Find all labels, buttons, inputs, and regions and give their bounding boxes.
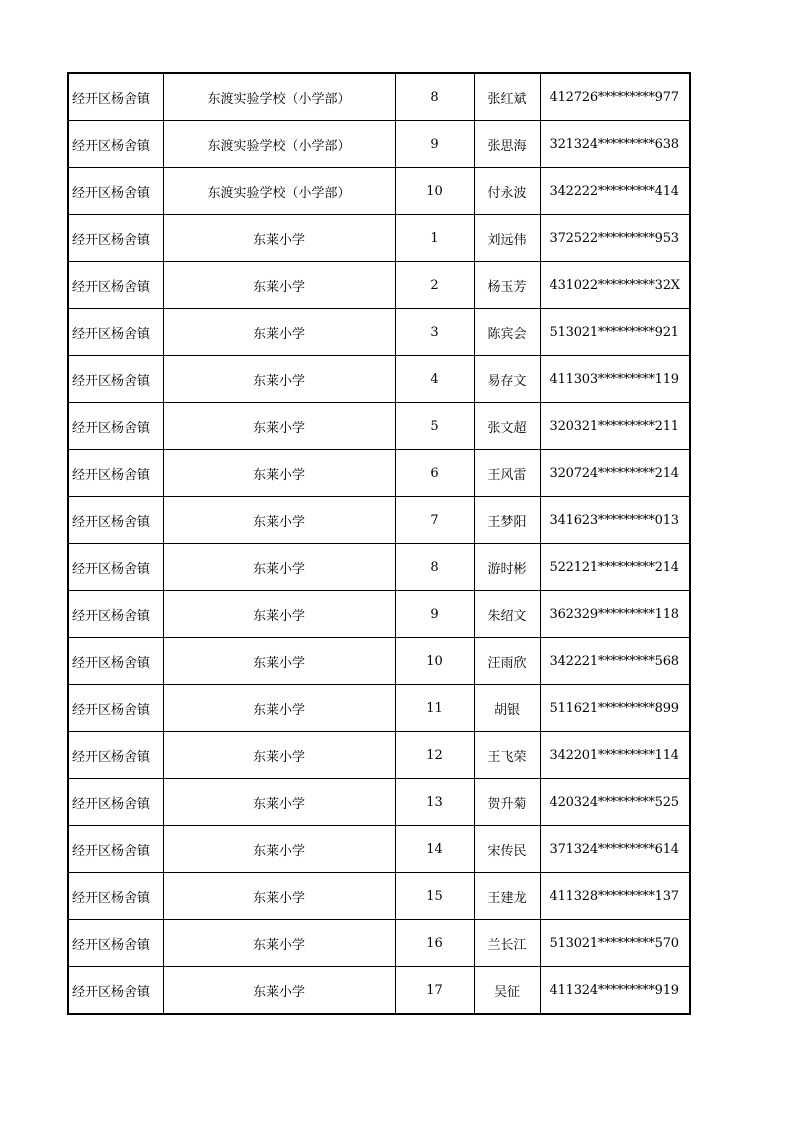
person-name-cell: 付永波: [474, 168, 540, 215]
person-name-cell: 杨玉芳: [474, 262, 540, 309]
table-row: [68, 685, 690, 732]
serial-number-cell: 8: [395, 73, 474, 121]
town-cell: 经开区杨舍镇: [68, 403, 163, 450]
person-name-cell: 刘远伟: [474, 215, 540, 262]
roster-table: [67, 72, 691, 1015]
town-cell: 经开区杨舍镇: [68, 591, 163, 638]
table-row: [68, 309, 690, 356]
school-cell: 东渡实验学校（小学部）: [163, 73, 395, 121]
table-row: [68, 497, 690, 544]
serial-number-cell: 9: [395, 121, 474, 168]
town-cell: 经开区杨舍镇: [68, 356, 163, 403]
table-row: [68, 638, 690, 685]
table-row: [68, 732, 690, 779]
id-number-cell: 513021*********570: [540, 920, 690, 967]
table-row: [68, 168, 690, 215]
serial-number-cell: 5: [395, 403, 474, 450]
school-cell: 东莱小学: [163, 967, 395, 1015]
person-name-cell: 朱绍文: [474, 591, 540, 638]
id-number-cell: 411328*********137: [540, 873, 690, 920]
school-cell: 东莱小学: [163, 544, 395, 591]
school-cell: 东渡实验学校（小学部）: [163, 168, 395, 215]
table-row: [68, 73, 690, 121]
roster-table-body: [68, 73, 690, 1014]
person-name-cell: 宋传民: [474, 826, 540, 873]
id-number-cell: 342222*********414: [540, 168, 690, 215]
serial-number-cell: 11: [395, 685, 474, 732]
serial-number-cell: 15: [395, 873, 474, 920]
person-name-cell: 兰长江: [474, 920, 540, 967]
table-row: [68, 403, 690, 450]
id-number-cell: 342221*********568: [540, 638, 690, 685]
town-cell: 经开区杨舍镇: [68, 168, 163, 215]
town-cell: 经开区杨舍镇: [68, 309, 163, 356]
person-name-cell: 张文超: [474, 403, 540, 450]
town-cell: 经开区杨舍镇: [68, 262, 163, 309]
school-cell: 东莱小学: [163, 497, 395, 544]
school-cell: 东莱小学: [163, 215, 395, 262]
table-row: [68, 356, 690, 403]
table-row: [68, 967, 690, 1015]
school-cell: 东莱小学: [163, 403, 395, 450]
id-number-cell: 513021*********921: [540, 309, 690, 356]
town-cell: 经开区杨舍镇: [68, 779, 163, 826]
serial-number-cell: 17: [395, 967, 474, 1015]
person-name-cell: 陈宾会: [474, 309, 540, 356]
id-number-cell: 511621*********899: [540, 685, 690, 732]
town-cell: 经开区杨舍镇: [68, 826, 163, 873]
town-cell: 经开区杨舍镇: [68, 685, 163, 732]
id-number-cell: 320724*********214: [540, 450, 690, 497]
id-number-cell: 321324*********638: [540, 121, 690, 168]
serial-number-cell: 9: [395, 591, 474, 638]
school-cell: 东莱小学: [163, 685, 395, 732]
serial-number-cell: 2: [395, 262, 474, 309]
id-number-cell: 411324*********919: [540, 967, 690, 1015]
id-number-cell: 372522*********953: [540, 215, 690, 262]
town-cell: 经开区杨舍镇: [68, 215, 163, 262]
school-cell: 东莱小学: [163, 356, 395, 403]
school-cell: 东莱小学: [163, 732, 395, 779]
id-number-cell: 342201*********114: [540, 732, 690, 779]
serial-number-cell: 10: [395, 168, 474, 215]
person-name-cell: 王飞荣: [474, 732, 540, 779]
id-number-cell: 411303*********119: [540, 356, 690, 403]
town-cell: 经开区杨舍镇: [68, 732, 163, 779]
serial-number-cell: 10: [395, 638, 474, 685]
person-name-cell: 张思海: [474, 121, 540, 168]
serial-number-cell: 7: [395, 497, 474, 544]
table-row: [68, 591, 690, 638]
table-row: [68, 215, 690, 262]
table-row: [68, 262, 690, 309]
school-cell: 东莱小学: [163, 873, 395, 920]
table-row: [68, 779, 690, 826]
town-cell: 经开区杨舍镇: [68, 967, 163, 1015]
person-name-cell: 吴征: [474, 967, 540, 1015]
id-number-cell: 362329*********118: [540, 591, 690, 638]
person-name-cell: 易存文: [474, 356, 540, 403]
town-cell: 经开区杨舍镇: [68, 920, 163, 967]
id-number-cell: 522121*********214: [540, 544, 690, 591]
school-cell: 东莱小学: [163, 638, 395, 685]
serial-number-cell: 8: [395, 544, 474, 591]
serial-number-cell: 6: [395, 450, 474, 497]
person-name-cell: 王建龙: [474, 873, 540, 920]
person-name-cell: 王梦阳: [474, 497, 540, 544]
school-cell: 东渡实验学校（小学部）: [163, 121, 395, 168]
town-cell: 经开区杨舍镇: [68, 73, 163, 121]
serial-number-cell: 12: [395, 732, 474, 779]
id-number-cell: 431022*********32X: [540, 262, 690, 309]
town-cell: 经开区杨舍镇: [68, 638, 163, 685]
id-number-cell: 341623*********013: [540, 497, 690, 544]
town-cell: 经开区杨舍镇: [68, 873, 163, 920]
school-cell: 东莱小学: [163, 826, 395, 873]
id-number-cell: 320321*********211: [540, 403, 690, 450]
school-cell: 东莱小学: [163, 309, 395, 356]
id-number-cell: 371324*********614: [540, 826, 690, 873]
person-name-cell: 王风雷: [474, 450, 540, 497]
serial-number-cell: 3: [395, 309, 474, 356]
person-name-cell: 贺升菊: [474, 779, 540, 826]
id-number-cell: 420324*********525: [540, 779, 690, 826]
school-cell: 东莱小学: [163, 920, 395, 967]
town-cell: 经开区杨舍镇: [68, 121, 163, 168]
table-row: [68, 450, 690, 497]
table-row: [68, 544, 690, 591]
serial-number-cell: 16: [395, 920, 474, 967]
person-name-cell: 张红斌: [474, 73, 540, 121]
school-cell: 东莱小学: [163, 591, 395, 638]
person-name-cell: 游时彬: [474, 544, 540, 591]
school-cell: 东莱小学: [163, 779, 395, 826]
town-cell: 经开区杨舍镇: [68, 497, 163, 544]
school-cell: 东莱小学: [163, 450, 395, 497]
id-number-cell: 412726*********977: [540, 73, 690, 121]
table-row: [68, 873, 690, 920]
serial-number-cell: 14: [395, 826, 474, 873]
serial-number-cell: 4: [395, 356, 474, 403]
town-cell: 经开区杨舍镇: [68, 544, 163, 591]
table-row: [68, 826, 690, 873]
person-name-cell: 汪雨欣: [474, 638, 540, 685]
serial-number-cell: 1: [395, 215, 474, 262]
table-row: [68, 121, 690, 168]
town-cell: 经开区杨舍镇: [68, 450, 163, 497]
person-name-cell: 胡银: [474, 685, 540, 732]
school-cell: 东莱小学: [163, 262, 395, 309]
serial-number-cell: 13: [395, 779, 474, 826]
table-row: [68, 920, 690, 967]
